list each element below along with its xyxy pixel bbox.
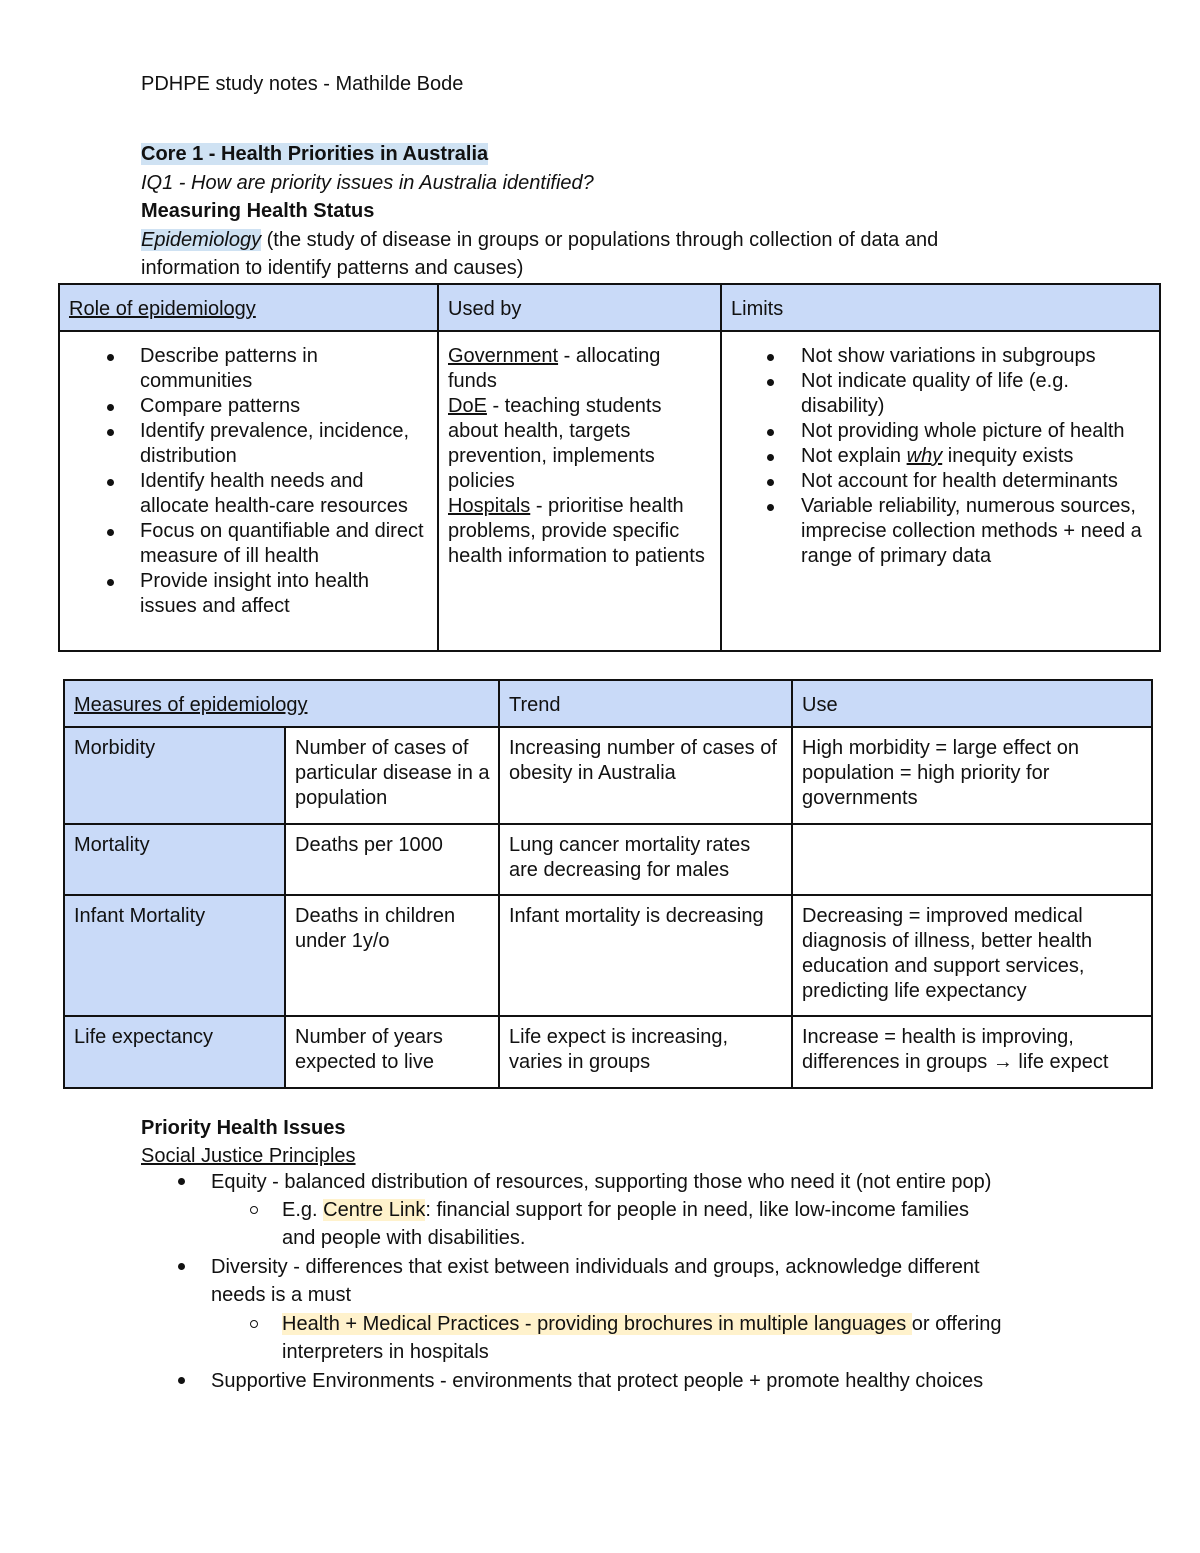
used-by-name: DoE bbox=[448, 395, 487, 417]
circle-bullet-icon bbox=[250, 1206, 258, 1214]
header-use: Use bbox=[802, 694, 838, 716]
health-practices-highlight: Health + Medical Practices - providing brochures in multiple languages bbox=[282, 1313, 912, 1335]
header-used-by: Used by bbox=[448, 298, 522, 320]
header-measures: Measures of epidemiology bbox=[74, 694, 308, 716]
measure-name-cell bbox=[64, 727, 285, 824]
roles-list bbox=[60, 344, 427, 619]
limit-text: inequity exists bbox=[942, 445, 1074, 467]
circle-bullet-icon bbox=[250, 1320, 258, 1328]
list-item: Focus on quantifiable and direct measure of ill health bbox=[60, 519, 427, 569]
table-row bbox=[64, 1016, 1152, 1088]
social-justice-subheading: Social Justice Principles bbox=[141, 1145, 356, 1167]
limit-text: Not explain bbox=[801, 445, 907, 467]
core-title bbox=[141, 140, 488, 168]
epidemiology-measures-table bbox=[63, 679, 1153, 1089]
epidemiology-definition-a: (the study of disease in groups or populations through collection of data and bbox=[261, 229, 939, 251]
list-item: Not show variations in subgroups bbox=[722, 344, 1153, 369]
used-by-doe bbox=[448, 394, 708, 494]
used-by-desc: - teaching students about health, targets prevention, implements policies bbox=[448, 395, 662, 492]
trend-text: Life expect is increasing, varies in groups bbox=[509, 1026, 729, 1073]
measure-name-cell bbox=[64, 895, 285, 1016]
use-cell bbox=[792, 1016, 1152, 1088]
use-text: Increase = health is improving, differences in groups → life expect bbox=[802, 1026, 1109, 1073]
list-item: Not indicate quality of life (e.g. disability) bbox=[722, 369, 1153, 419]
list-item bbox=[722, 444, 1153, 469]
list-item: Not account for health determinants bbox=[722, 469, 1153, 494]
header-limits: Limits bbox=[731, 298, 784, 320]
limits-cell bbox=[721, 331, 1160, 651]
trend-text: Infant mortality is decreasing bbox=[509, 905, 764, 927]
measure-definition: Deaths per 1000 bbox=[295, 834, 443, 856]
list-item: Not providing whole picture of health bbox=[722, 419, 1153, 444]
trend-cell bbox=[499, 1016, 792, 1088]
core-title-text: Core 1 - Health Priorities in Australia bbox=[141, 143, 489, 165]
example-prefix: E.g. bbox=[282, 1199, 324, 1221]
used-by-cell bbox=[438, 331, 721, 651]
use-cell bbox=[792, 824, 1152, 895]
priority-heading: Priority Health Issues bbox=[141, 1117, 346, 1139]
limit-emphasis: why bbox=[906, 445, 943, 467]
table-row bbox=[64, 895, 1152, 1016]
epidemiology-definition-line-2: information to identify patterns and causes) bbox=[141, 257, 524, 279]
epidemiology-role-table bbox=[58, 283, 1161, 652]
trend-cell bbox=[499, 895, 792, 1016]
list-item: Identify prevalence, incidence, distribution bbox=[60, 419, 427, 469]
measure-definition: Deaths in children under 1y/o bbox=[295, 905, 456, 952]
list-item: Variable reliability, numerous sources, imprecise collection methods + need a range of primary data bbox=[722, 494, 1153, 569]
diversity-item-line-1: Diversity - differences that exist between individuals and groups, acknowledge different bbox=[211, 1256, 980, 1278]
measure-definition: Number of cases of particular disease in a population bbox=[295, 737, 490, 809]
header-role: Role of epidemiology bbox=[69, 298, 256, 320]
measure-definition-cell bbox=[285, 727, 499, 824]
supportive-environments-item: Supportive Environments - environments that protect people + promote healthy choices bbox=[211, 1370, 984, 1392]
used-by-desc: - allocating funds bbox=[448, 345, 661, 392]
equity-example-line-1 bbox=[282, 1196, 969, 1224]
use-text: Decreasing = improved medical diagnosis of illness, better health education and support services, predicting life expectancy bbox=[802, 905, 1093, 1002]
used-by-government bbox=[448, 344, 708, 394]
use-cell bbox=[792, 727, 1152, 824]
diversity-example-line-2: interpreters in hospitals bbox=[282, 1341, 489, 1363]
centre-link-highlight: Centre Link bbox=[323, 1199, 426, 1221]
limits-list bbox=[722, 344, 1153, 569]
use-text bbox=[793, 825, 1151, 839]
bullet-icon bbox=[178, 1178, 185, 1185]
table-header-cell bbox=[499, 680, 792, 727]
table-row bbox=[64, 727, 1152, 824]
list-item: Describe patterns in communities bbox=[60, 344, 427, 394]
epidemiology-term: Epidemiology bbox=[141, 229, 262, 251]
table-row bbox=[64, 824, 1152, 895]
table-header-cell bbox=[64, 680, 499, 727]
table-header-cell bbox=[438, 284, 721, 331]
epidemiology-definition-line-1 bbox=[141, 226, 938, 254]
bullet-icon bbox=[178, 1263, 185, 1270]
inquiry-question: IQ1 - How are priority issues in Australia identified? bbox=[141, 172, 594, 194]
use-text: High morbidity = large effect on population = high priority for governments bbox=[802, 737, 1080, 809]
roles-cell bbox=[59, 331, 438, 651]
measure-name: Life expectancy bbox=[74, 1026, 213, 1048]
trend-cell bbox=[499, 824, 792, 895]
measure-name-cell bbox=[64, 824, 285, 895]
used-by-desc: - prioritise health problems, provide specific health information to patients bbox=[448, 495, 705, 567]
header-trend: Trend bbox=[509, 694, 561, 716]
trend-text: Lung cancer mortality rates are decreasing for males bbox=[509, 834, 751, 881]
example-text: or offering bbox=[911, 1313, 1002, 1335]
section-heading: Measuring Health Status bbox=[141, 200, 375, 222]
list-item: Provide insight into health issues and affect bbox=[60, 569, 427, 619]
diversity-example-line-1 bbox=[282, 1310, 1001, 1338]
measure-name-cell bbox=[64, 1016, 285, 1088]
measure-definition: Number of years expected to live bbox=[295, 1026, 443, 1073]
measure-definition-cell bbox=[285, 1016, 499, 1088]
table-header-row bbox=[64, 680, 1152, 727]
used-by-name: Hospitals bbox=[448, 495, 531, 517]
list-item: Compare patterns bbox=[60, 394, 427, 419]
measure-name: Infant Mortality bbox=[74, 905, 206, 927]
table-header-cell bbox=[59, 284, 438, 331]
measure-definition-cell bbox=[285, 824, 499, 895]
measure-name: Mortality bbox=[74, 834, 150, 856]
diversity-item-line-2: needs is a must bbox=[211, 1284, 352, 1306]
trend-text: Increasing number of cases of obesity in Australia bbox=[509, 737, 777, 784]
used-by-name: Government bbox=[448, 345, 559, 367]
measure-definition-cell bbox=[285, 895, 499, 1016]
use-cell bbox=[792, 895, 1152, 1016]
equity-item: Equity - balanced distribution of resources, supporting those who need it (not entire pop) bbox=[211, 1171, 992, 1193]
measure-name: Morbidity bbox=[74, 737, 156, 759]
trend-cell bbox=[499, 727, 792, 824]
table-header-cell bbox=[792, 680, 1152, 727]
equity-example-line-2: and people with disabilities. bbox=[282, 1227, 526, 1249]
table-header-cell bbox=[721, 284, 1160, 331]
table-header-row bbox=[59, 284, 1160, 331]
list-item: Identify health needs and allocate health-care resources bbox=[60, 469, 427, 519]
table-row bbox=[59, 331, 1160, 651]
bullet-icon bbox=[178, 1377, 185, 1384]
example-text: : financial support for people in need, like low-income families bbox=[425, 1199, 970, 1221]
document-author-line: PDHPE study notes - Mathilde Bode bbox=[141, 73, 464, 95]
used-by-hospitals bbox=[448, 494, 708, 569]
